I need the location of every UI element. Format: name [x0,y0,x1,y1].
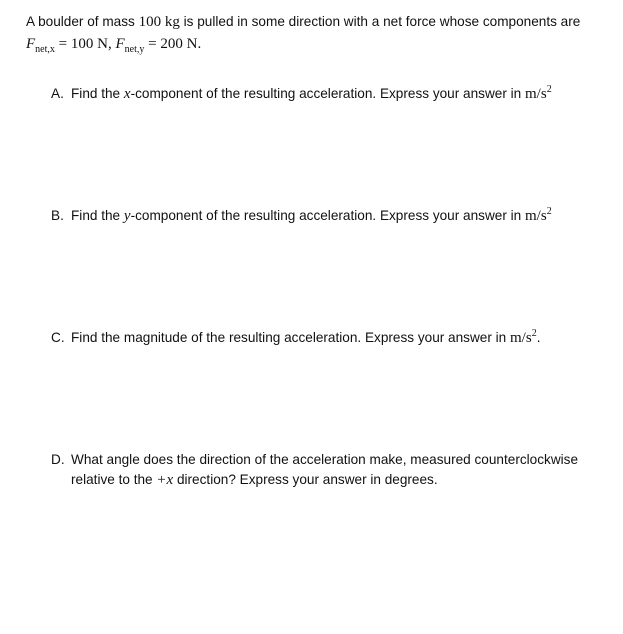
question-text-part: -component of the resulting acceleration. Express your answer in [130,208,522,223]
unit: m/s [525,208,547,224]
net-force-x [26,36,112,55]
question-end: . [536,330,541,345]
force-y-symbol: F [115,36,125,52]
force-y-value: = 200 N. [148,36,202,52]
intro-text: A boulder of mass [26,14,135,29]
unit: m/s [525,86,547,102]
question-text [71,84,611,104]
question-a [51,84,611,104]
question-b [51,206,611,226]
question-text-part: Find the magnitude of the resulting acceleration. Express your answer in [71,330,507,345]
question-label: A. [51,86,64,101]
question-text [71,328,611,348]
question-d [51,450,611,490]
question-c [51,328,611,348]
problem-statement [26,11,616,55]
question-label: B. [51,208,64,223]
unit: m/s [510,330,532,346]
unit-exponent: 2 [546,206,552,217]
force-y-subscript: net,y [124,44,145,55]
force-x-subscript: net,x [35,44,55,55]
question-text-part: Find the [71,86,121,101]
question-text-part: direction? Express your answer in degrees. [176,472,438,487]
variable: x [123,86,131,102]
unit-exponent: 2 [531,328,537,339]
variable: y [123,208,131,224]
force-x-symbol: F [26,36,36,52]
question-label: C. [51,330,65,345]
net-force-y [115,36,202,55]
mass-value: 100 kg [138,14,180,30]
force-x-value: = 100 N, [58,36,112,52]
question-text-part: Find the [71,208,121,223]
question-text [71,450,611,490]
variable: +x [156,472,174,488]
intro-text-continued: is pulled in some direction with a net force whose components are [183,14,581,29]
question-text [71,206,611,226]
question-text-part: What angle does the direction of the acceleration make, measured counterclockwise relative to the [71,452,579,487]
question-text-part: -component of the resulting acceleration. Express your answer in [130,86,522,101]
question-label: D. [51,452,65,467]
unit-exponent: 2 [546,84,552,95]
